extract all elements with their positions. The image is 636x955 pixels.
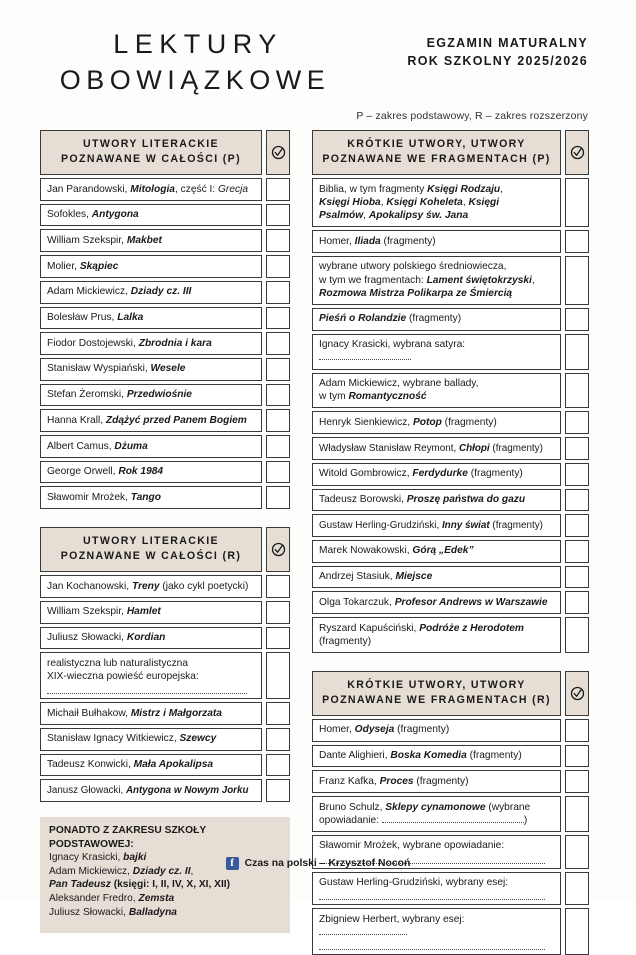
title-line-2: OBOWIĄZKOWE: [59, 65, 331, 95]
table-row: [312, 514, 589, 537]
table-row: [312, 256, 589, 305]
checkbox[interactable]: [266, 601, 290, 624]
table-row: [312, 437, 589, 460]
table-row: [312, 178, 589, 227]
fill-in-line[interactable]: [319, 926, 407, 935]
table-row: [312, 411, 589, 434]
book-entry: Juliusz Słowacki, Kordian: [40, 627, 262, 650]
fill-in-line[interactable]: [382, 814, 524, 823]
checkbox[interactable]: [565, 872, 589, 906]
book-entry: Tadeusz Konwicki, Mała Apokalipsa: [40, 754, 262, 777]
table-header-row: [312, 130, 589, 175]
title-line-1: LEKTURY: [113, 29, 283, 59]
table-row: [40, 779, 290, 802]
table-row: [40, 575, 290, 598]
table-row: [40, 486, 290, 509]
checkbox[interactable]: [266, 702, 290, 725]
note-line: Adam Mickiewicz, Dziady cz. II,: [49, 865, 194, 877]
book-entry-fill-in: Ignacy Krasicki, wybrana satyra:: [312, 334, 561, 370]
checkbox[interactable]: [266, 461, 290, 484]
checkbox[interactable]: [266, 178, 290, 201]
checkbox[interactable]: [565, 796, 589, 832]
checkbox[interactable]: [565, 617, 589, 653]
book-entry: Witold Gombrowicz, Ferdydurke (fragmenty): [312, 463, 561, 486]
checkbox[interactable]: [266, 652, 290, 699]
checkbox[interactable]: [565, 256, 589, 305]
check-circle-icon: [570, 686, 585, 701]
table-fragments-p: [312, 130, 589, 653]
fill-in-line[interactable]: [47, 684, 247, 694]
header-check-icon-cell: [266, 527, 290, 572]
checkbox[interactable]: [565, 178, 589, 227]
book-entry: Hanna Krall, Zdążyć przed Panem Bogiem: [40, 409, 262, 432]
book-entry: Franz Kafka, Proces (fragmenty): [312, 770, 561, 793]
book-entry: William Szekspir, Hamlet: [40, 601, 262, 624]
left-column: [40, 130, 290, 933]
table-row: [312, 308, 589, 331]
table-row: [40, 461, 290, 484]
note-line: Juliusz Słowacki, Balladyna: [49, 906, 177, 918]
book-entry: Stefan Żeromski, Przedwiośnie: [40, 384, 262, 407]
table-row: [312, 489, 589, 512]
book-entry: Władysław Stanisław Reymont, Chłopi (fragmenty): [312, 437, 561, 460]
book-entry: Homer, Odyseja (fragmenty): [312, 719, 561, 742]
book-entry: George Orwell, Rok 1984: [40, 461, 262, 484]
checkbox[interactable]: [565, 514, 589, 537]
book-entry: Janusz Głowacki, Antygona w Nowym Jorku: [40, 779, 262, 802]
checkbox[interactable]: [266, 332, 290, 355]
table-row: [40, 652, 290, 699]
book-entry-fill-in: Bruno Schulz, Sklepy cynamonowe (wybrane opowiadanie: ): [312, 796, 561, 832]
checkbox[interactable]: [565, 540, 589, 563]
table-row: [40, 332, 290, 355]
book-entry: Molier, Skąpiec: [40, 255, 262, 278]
checkbox[interactable]: [266, 255, 290, 278]
checkbox[interactable]: [266, 728, 290, 751]
book-entry: wybrane utwory polskiego średniowiecza, w tym we fragmentach: Lament świętokrzyski, Rozmowa Mistrza Polikarpa ze Śmiercią: [312, 256, 561, 305]
table-row: [40, 255, 290, 278]
table-row: [40, 204, 290, 227]
table-header-label: KRÓTKIE UTWORY, UTWORY POZNAWANE WE FRAGMENTACH (R): [312, 671, 561, 716]
table-row: [40, 754, 290, 777]
table-row: [40, 435, 290, 458]
check-circle-icon: [570, 145, 585, 160]
checkbox[interactable]: [266, 281, 290, 304]
book-entry-fill-in: Zbigniew Herbert, wybrany esej:: [312, 908, 561, 955]
table-header-row: [312, 671, 589, 716]
book-entry: Gustaw Herling-Grudziński, Inny świat (fragmenty): [312, 514, 561, 537]
table-row: [40, 384, 290, 407]
table-header-label: UTWORY LITERACKIE POZNAWANE W CAŁOŚCI (R): [40, 527, 262, 572]
table-row: [40, 728, 290, 751]
table-row: [312, 591, 589, 614]
note-line: Ignacy Krasicki, bajki: [49, 852, 147, 864]
book-entry: Andrzej Stasiuk, Miejsce: [312, 566, 561, 589]
right-column: [312, 130, 589, 955]
book-entry: Sławomir Mrożek, Tango: [40, 486, 262, 509]
table-row: [40, 358, 290, 381]
page-title: [48, 26, 348, 98]
table-row: [312, 796, 589, 832]
book-entry-fill-in: Gustaw Herling-Grudziński, wybrany esej:: [312, 872, 561, 906]
checkbox[interactable]: [266, 204, 290, 227]
checkbox[interactable]: [266, 779, 290, 802]
table-row: [312, 770, 589, 793]
book-entry: Henryk Sienkiewicz, Potop (fragmenty): [312, 411, 561, 434]
checkbox[interactable]: [565, 463, 589, 486]
table-row: [40, 409, 290, 432]
checkbox[interactable]: [266, 384, 290, 407]
checkbox[interactable]: [266, 358, 290, 381]
checkbox[interactable]: [266, 754, 290, 777]
checkbox[interactable]: [565, 719, 589, 742]
table-row: [40, 178, 290, 201]
header-check-icon-cell: [266, 130, 290, 175]
table-row: [40, 627, 290, 650]
table-row: [312, 230, 589, 253]
primary-school-note: [40, 817, 290, 933]
table-row: [312, 566, 589, 589]
book-entry: Dante Alighieri, Boska Komedia (fragmenty): [312, 745, 561, 768]
table-row: [40, 229, 290, 252]
table-row: [312, 617, 589, 653]
exam-info: [407, 34, 588, 70]
fill-in-line[interactable]: [319, 890, 545, 900]
table-whole-works-r: [40, 527, 290, 802]
book-entry: Pieśń o Rolandzie (fragmenty): [312, 308, 561, 331]
book-entry: Homer, Iliada (fragmenty): [312, 230, 561, 253]
table-row: [312, 908, 589, 955]
book-entry: Sofokles, Antygona: [40, 204, 262, 227]
document-header: [0, 22, 636, 122]
book-entry-fill-in: realistyczna lub naturalistyczna XIX-wieczna powieść europejska:: [40, 652, 262, 699]
book-entry: Fiodor Dostojewski, Zbrodnia i kara: [40, 332, 262, 355]
book-entry: Jan Parandowski, Mitologia, część I: Grecja: [40, 178, 262, 201]
note-line: Aleksander Fredro, Zemsta: [49, 892, 175, 904]
facebook-icon[interactable]: f: [226, 857, 239, 870]
note-line: Pan Tadeusz (księgi: I, II, IV, X, XI, XII): [49, 879, 230, 891]
checkbox[interactable]: [266, 486, 290, 509]
book-entry: Olga Tokarczuk, Profesor Andrews w Warszawie: [312, 591, 561, 614]
book-entry: Bolesław Prus, Lalka: [40, 307, 262, 330]
table-row: [40, 281, 290, 304]
book-entry: Marek Nowakowski, Górą „Edek”: [312, 540, 561, 563]
book-entry: Biblia, w tym fragmenty Księgi Rodzaju, Księgi Hioba, Księgi Koheleta, Księgi Psalmów, Apokalipsy św. Jana: [312, 178, 561, 227]
table-row: [312, 745, 589, 768]
fill-in-line[interactable]: [319, 351, 411, 360]
check-circle-icon: [271, 542, 286, 557]
book-entry: Ryszard Kapuściński, Podróże z Herodotem (fragmenty): [312, 617, 561, 653]
checkbox[interactable]: [266, 627, 290, 650]
table-row: [312, 872, 589, 906]
book-entry: Michaił Bułhakow, Mistrz i Małgorzata: [40, 702, 262, 725]
table-row: [40, 307, 290, 330]
note-title: PONADTO Z ZAKRESU SZKOŁY PODSTAWOWEJ:: [49, 824, 207, 850]
fill-in-line[interactable]: [319, 940, 545, 950]
table-fragments-r: [312, 671, 589, 955]
book-entry: Adam Mickiewicz, Dziady cz. III: [40, 281, 262, 304]
checkbox[interactable]: [565, 908, 589, 955]
checkbox[interactable]: [565, 437, 589, 460]
book-entry: William Szekspir, Makbet: [40, 229, 262, 252]
footer-credit: Czas na polski – Krzysztof Nocoń: [244, 858, 411, 869]
table-header-row: [40, 527, 290, 572]
book-entry: Tadeusz Borowski, Proszę państwa do gazu: [312, 489, 561, 512]
checkbox[interactable]: [565, 334, 589, 370]
checkbox[interactable]: [565, 566, 589, 589]
checkbox[interactable]: [565, 230, 589, 253]
table-row: [312, 719, 589, 742]
table-row: [40, 601, 290, 624]
table-header-label: KRÓTKIE UTWORY, UTWORY POZNAWANE WE FRAGMENTACH (P): [312, 130, 561, 175]
check-circle-icon: [271, 145, 286, 160]
checkbox[interactable]: [266, 435, 290, 458]
table-row: [312, 373, 589, 409]
book-entry: Albert Camus, Dżuma: [40, 435, 262, 458]
table-row: [312, 334, 589, 370]
table-whole-works-p: [40, 130, 290, 509]
school-year: ROK SZKOLNY 2025/2026: [407, 54, 588, 68]
table-header-row: [40, 130, 290, 175]
book-entry: Stanisław Wyspiański, Wesele: [40, 358, 262, 381]
footer: [0, 857, 636, 870]
checkbox[interactable]: [266, 409, 290, 432]
table-row: [40, 702, 290, 725]
checkbox[interactable]: [266, 307, 290, 330]
checkbox[interactable]: [565, 745, 589, 768]
checkbox[interactable]: [565, 770, 589, 793]
checkbox[interactable]: [565, 591, 589, 614]
book-entry: Jan Kochanowski, Treny (jako cykl poetycki): [40, 575, 262, 598]
checkbox[interactable]: [565, 308, 589, 331]
exam-name: EGZAMIN MATURALNY: [426, 36, 588, 50]
table-row: [312, 540, 589, 563]
header-check-icon-cell: [565, 671, 589, 716]
book-entry-fill-in: Sławomir Mrożek, wybrane opowiadanie:: [312, 835, 561, 869]
book-entry: Stanisław Ignacy Witkiewicz, Szewcy: [40, 728, 262, 751]
header-check-icon-cell: [565, 130, 589, 175]
checkbox[interactable]: [266, 575, 290, 598]
checkbox[interactable]: [565, 411, 589, 434]
checkbox[interactable]: [565, 489, 589, 512]
checkbox[interactable]: [266, 229, 290, 252]
table-row: [312, 463, 589, 486]
scope-legend: P – zakres podstawowy, R – zakres rozszerzony: [356, 110, 588, 122]
checkbox[interactable]: [565, 373, 589, 409]
table-header-label: UTWORY LITERACKIE POZNAWANE W CAŁOŚCI (P): [40, 130, 262, 175]
book-entry: Adam Mickiewicz, wybrane ballady, w tym Romantyczność: [312, 373, 561, 409]
